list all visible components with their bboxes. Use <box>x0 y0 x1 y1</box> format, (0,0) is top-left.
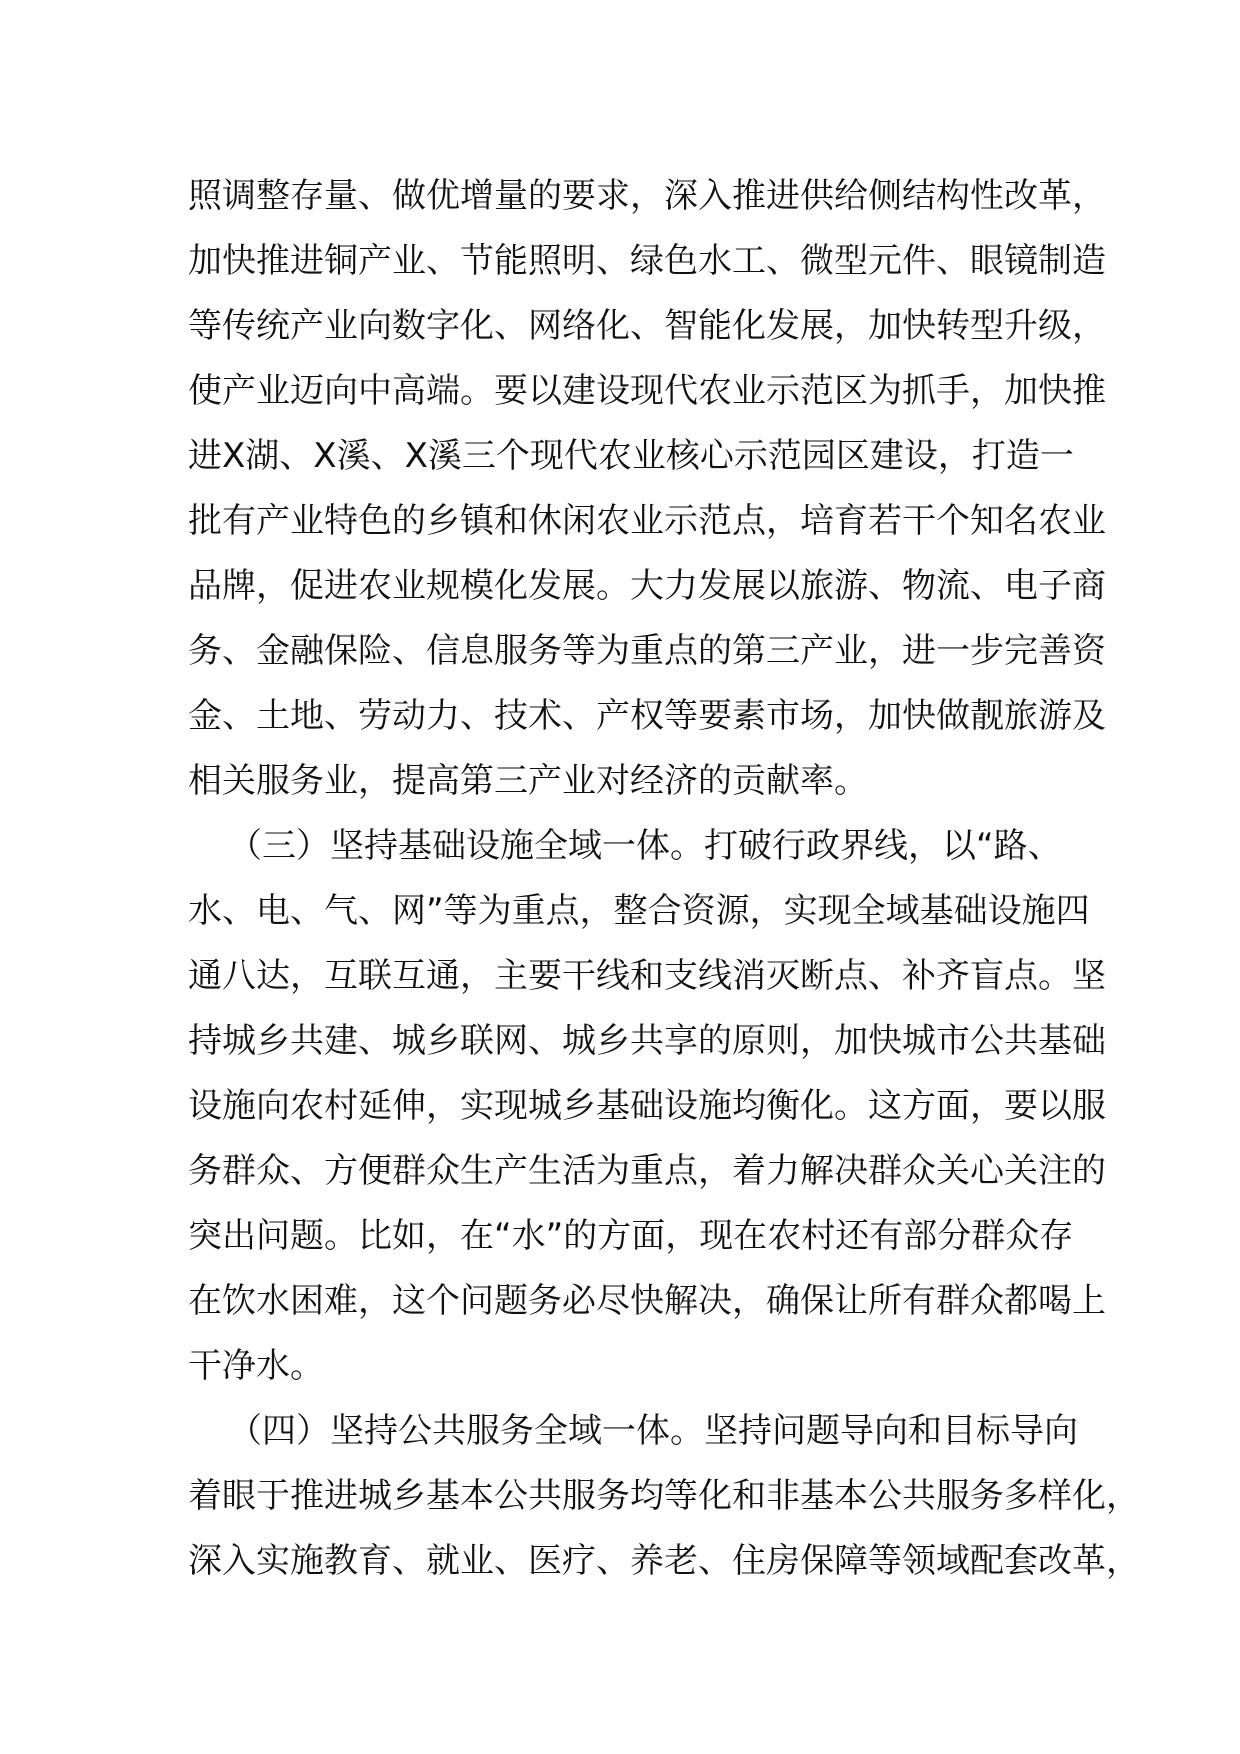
text-line: 进X湖、X溪、X溪三个现代农业核心示范园区建设，打造一 <box>188 436 1074 476</box>
text-line: 持城乡共建、城乡联网、城乡共享的原则，加快城市公共基础 <box>188 1021 1106 1061</box>
text-line: 务群众、方便群众生产生活为重点，着力解决群众关心关注的 <box>188 1151 1106 1191</box>
text-line: 设施向农村延伸，实现城乡基础设施均衡化。这方面，要以服 <box>188 1086 1106 1126</box>
text-line: 干净水。 <box>188 1346 324 1386</box>
text-line: 相关服务业，提高第三产业对经济的贡献率。 <box>188 761 868 801</box>
text-line: 深入实施教育、就业、医疗、养老、住房保障等领域配套改革， <box>188 1541 1140 1581</box>
text-line: 等传统产业向数字化、网络化、智能化发展，加快转型升级， <box>188 306 1106 346</box>
text-line: 加快推进铜产业、节能照明、绿色水工、微型元件、眼镜制造 <box>188 241 1106 281</box>
text-line: 金、土地、劳动力、技术、产权等要素市场，加快做靓旅游及 <box>188 696 1106 736</box>
text-line: 通八达，互联互通，主要干线和支线消灭断点、补齐盲点。坚 <box>188 956 1106 996</box>
text-line: 使产业迈向中高端。要以建设现代农业示范区为抓手，加快推 <box>188 371 1106 411</box>
text-line: 在饮水困难，这个问题务必尽快解决，确保让所有群众都喝上 <box>188 1281 1106 1321</box>
text-line: 着眼于推进城乡基本公共服务均等化和非基本公共服务多样化， <box>188 1476 1140 1516</box>
text-line: 突出问题。比如，在“水”的方面，现在农村还有部分群众存 <box>188 1216 1074 1256</box>
text-line: 水、电、气、网”等为重点，整合资源，实现全域基础设施四 <box>188 891 1090 931</box>
text-line: 品牌，促进农业规模化发展。大力发展以旅游、物流、电子商 <box>188 566 1106 606</box>
paragraph-first-line: （四）坚持公共服务全域一体。坚持问题导向和目标导向 <box>228 1411 1078 1451</box>
text-line: 批有产业特色的乡镇和休闲农业示范点，培育若干个知名农业 <box>188 501 1106 541</box>
paragraph-first-line: （三）坚持基础设施全域一体。打破行政界线，以“路、 <box>228 826 1062 866</box>
text-line: 务、金融保险、信息服务等为重点的第三产业，进一步完善资 <box>188 631 1106 671</box>
document-body <box>188 164 1140 1594</box>
text-line: 照调整存量、做优增量的要求，深入推进供给侧结构性改革， <box>188 176 1106 216</box>
